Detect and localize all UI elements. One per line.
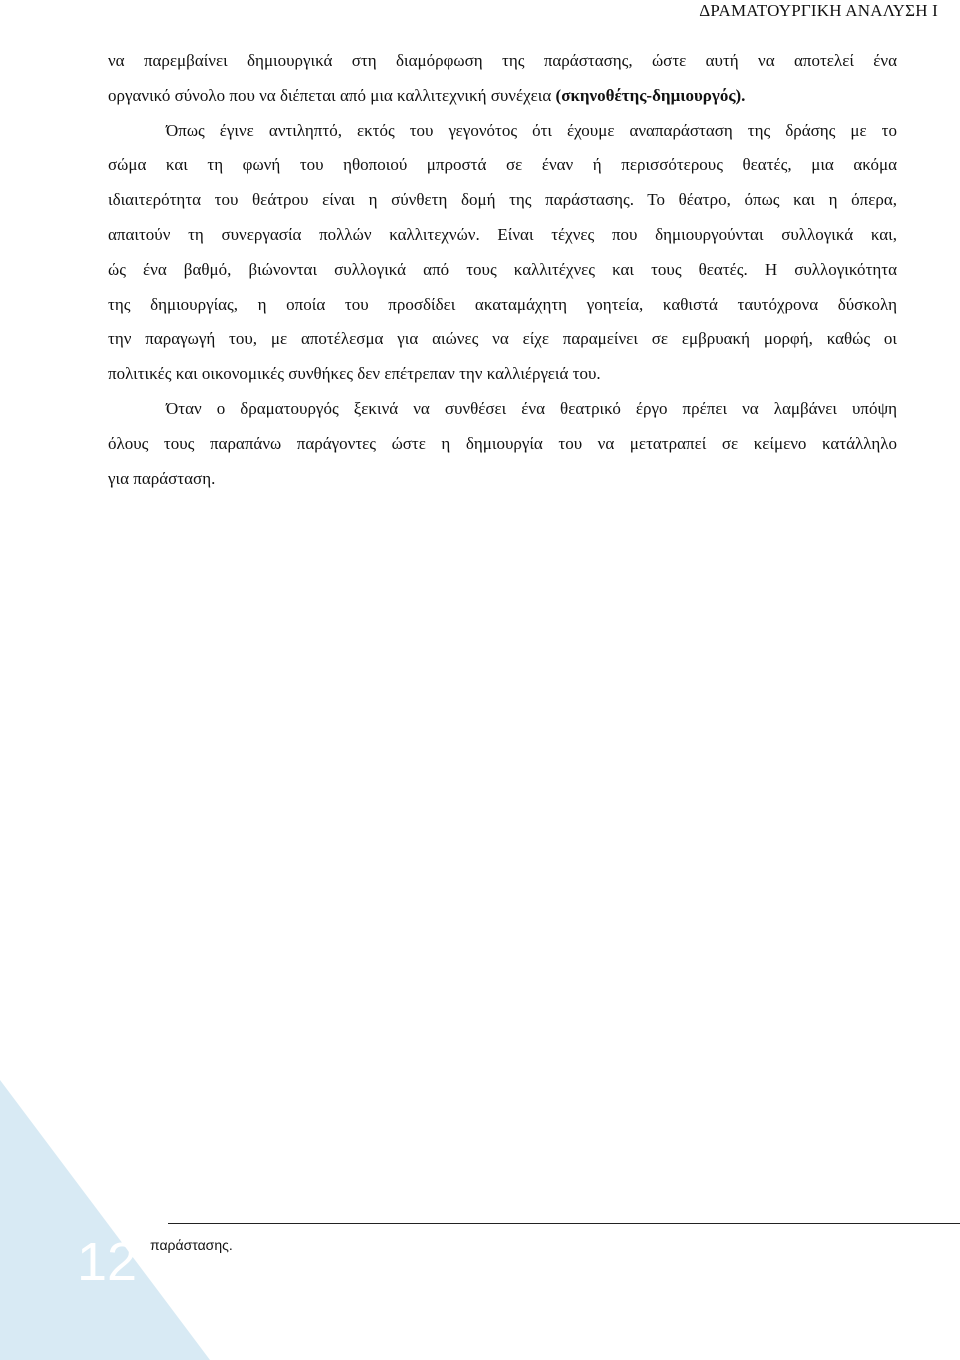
footnote-text: παράστασης. (150, 1237, 233, 1253)
paragraph-2-line-6: της δημιουργίας, η οποία του προσδίδει ακαταμάχητη γοητεία, καθιστά ταυτόχρονα δύσκολη (108, 294, 897, 314)
page-number: 12 (77, 1232, 138, 1292)
paragraph-2-line-1: Όπως έγινε αντιληπτό, εκτός του γεγονότος ότι έχουμε αναπαράσταση της δράσης με το (166, 120, 897, 140)
paragraph-2-line-8: πολιτικές και οικονομικές συνθήκες δεν επέτρεπαν την καλλιέργειά του. (108, 364, 601, 384)
paragraph-1-line-1: να παρεμβαίνει δημιουργικά στη διαμόρφωση της παράστασης, ώστε αυτή να αποτελεί ένα (108, 51, 897, 70)
director-creator-term: (σκηνοθέτης-δημιουργός). (555, 85, 746, 105)
paragraph-2-line-4: απαιτούν τη συνεργασία πολλών καλλιτεχνών. Είναι τέχνες που δημιουργούνται συλλογικά και, (108, 224, 897, 244)
paragraph-3-line-3: για παράσταση. (108, 468, 216, 488)
paragraph-2-line-2: σώμα και τη φωνή του ηθοποιού μπροστά σε έναν ή περισσότερους θεατές, μια ακόμα (108, 155, 897, 175)
paragraph-1-line-2 (108, 79, 897, 114)
paragraph-2-line-7: την παραγωγή του, με αποτέλεσμα για αιώνες να είχε παραμείνει σε εμβρυακή μορφή, καθώς οι (108, 329, 897, 349)
body-text (108, 44, 897, 496)
paragraph-3-line-1: Όταν ο δραματουργός ξεκινά να συνθέσει ένα θεατρικό έργο πρέπει να λαμβάνει υπόψη (166, 398, 897, 418)
corner-decoration (0, 1080, 210, 1360)
paragraph-1-line-2-text: οργανικό σύνολο που να διέπεται από μια καλλιτεχνική συνέχεια (108, 85, 556, 105)
running-header: ΔΡΑΜΑΤΟΥΡΓΙΚΗ ΑΝΑΛΥΣΗ Ι (699, 1, 938, 20)
paragraph-2-line-5: ώς ένα βαθμό, βιώνονται συλλογικά από τους καλλιτέχνες και τους θεατές. Η συλλογικότητα (108, 259, 897, 279)
paragraph-3-line-2: όλους τους παραπάνω παράγοντες ώστε η δημιουργία του να μετατραπεί σε κείμενο κατάλληλο (108, 433, 897, 453)
footnote-divider (168, 1223, 960, 1224)
paragraph-2-line-3: ιδιαιτερότητα του θεάτρου είναι η σύνθετη δομή της παράστασης. Το θέατρο, όπως και η όπερα, (108, 190, 897, 210)
